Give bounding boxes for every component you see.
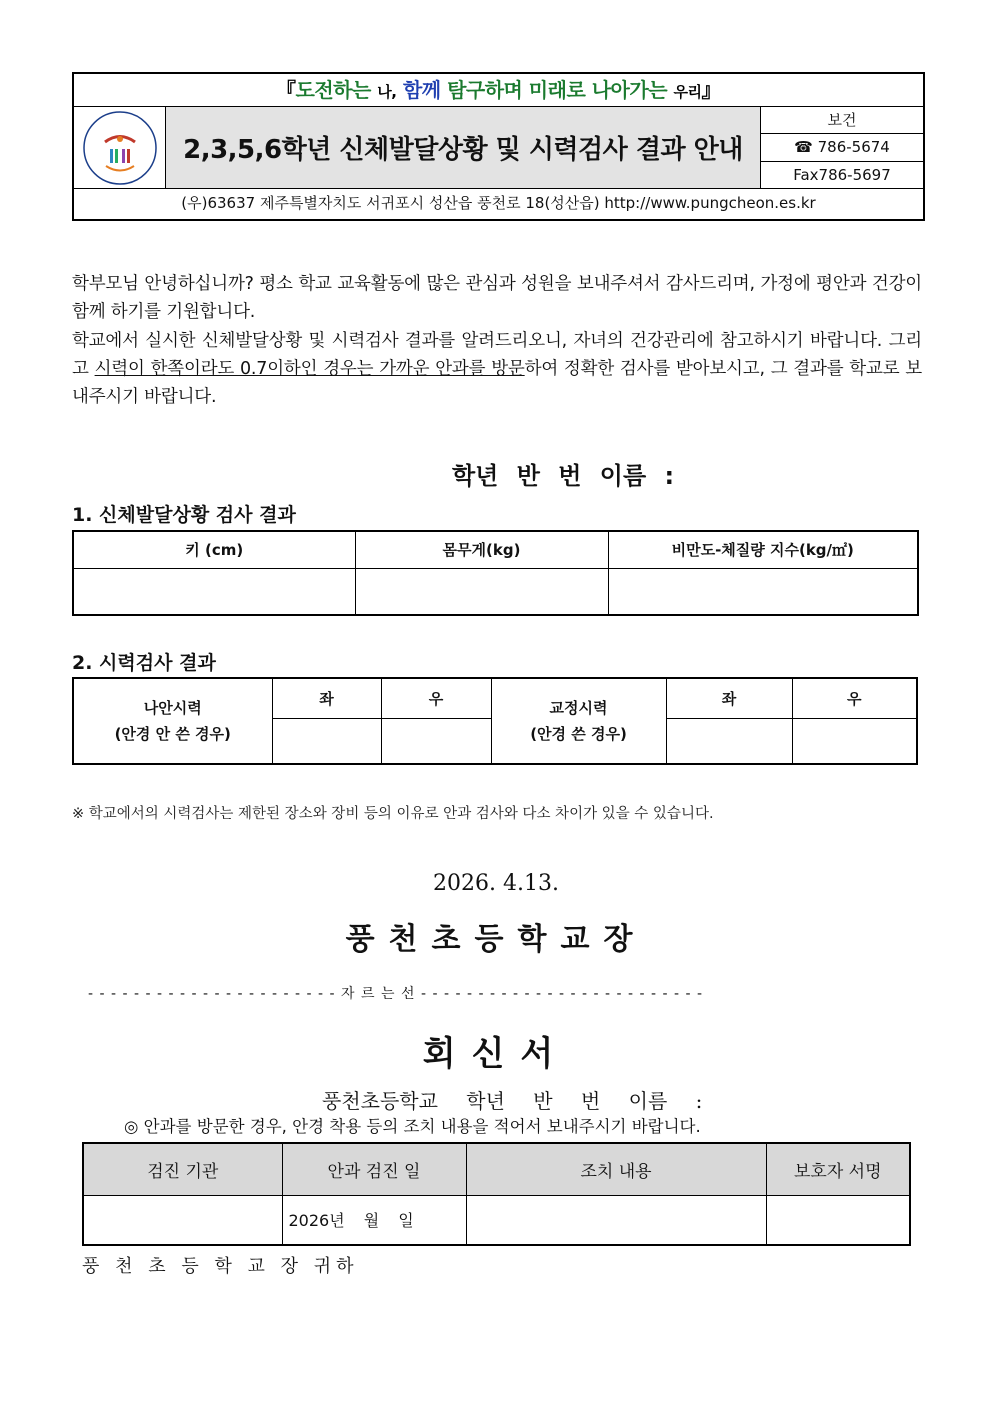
page-title: 2,3,5,6학년 신체발달상황 및 시력검사 결과 안내 xyxy=(166,107,761,188)
fax-number: Fax786-5697 xyxy=(793,165,891,184)
slogan-part5: 우리 xyxy=(673,83,702,101)
slogan-part1: 도전하는 xyxy=(295,78,371,102)
action-value[interactable] xyxy=(466,1195,766,1245)
reply-student-line: 풍천초등학교 학년 반 번 이름 : xyxy=(322,1089,703,1113)
corrected-left-value[interactable] xyxy=(666,718,792,764)
school-logo xyxy=(74,107,166,188)
naked-vision-title: 나안시력 xyxy=(143,699,202,717)
guardian-sign-header: 보호자 서명 xyxy=(766,1143,910,1195)
department: 보건 xyxy=(761,107,923,134)
section2-title: 2. 시력검사 결과 xyxy=(72,652,216,674)
school-address: (우)63637 제주특별자치도 서귀포시 성산읍 풍천로 18(성산읍) http://www.pungcheon.es.kr xyxy=(181,194,816,212)
height-value[interactable] xyxy=(73,568,355,615)
corrected-vision-title: 교정시력 xyxy=(549,699,608,717)
instruction-underlined: 시력이 한쪽이라도 0.7이하인 경우는 가까운 안과를 방문 xyxy=(94,359,525,379)
principal-signature: 풍천초등학교장 xyxy=(345,922,647,957)
exam-date-header: 안과 검진 일 xyxy=(282,1143,466,1195)
exam-date-value[interactable]: 2026년 월 일 xyxy=(282,1195,466,1245)
clinic-value[interactable] xyxy=(83,1195,282,1245)
body-measurement-table xyxy=(72,530,919,616)
weight-value[interactable] xyxy=(355,568,608,615)
naked-right-header: 우 xyxy=(381,678,491,718)
instruction-text-b: 하여 정확한 검사를 받아보시고, 그 결과를 학교로 보내주시기 바랍니다. xyxy=(72,359,922,407)
phone-number: ☎ 786-5674 xyxy=(761,134,923,161)
clinic-header: 검진 기관 xyxy=(83,1143,282,1195)
slogan-part4: 탐구하며 미래로 나아가는 xyxy=(447,78,668,102)
header-box xyxy=(72,72,925,221)
naked-right-value[interactable] xyxy=(381,718,491,764)
height-header: 키 (cm) xyxy=(73,531,355,568)
corrected-left-header: 좌 xyxy=(666,678,792,718)
guardian-sign-value[interactable] xyxy=(766,1195,910,1245)
school-emblem-icon xyxy=(80,109,160,187)
issue-date: 2026. 4.13. xyxy=(433,871,559,896)
action-header: 조치 내용 xyxy=(466,1143,766,1195)
naked-left-header: 좌 xyxy=(272,678,381,718)
instruction-paragraph xyxy=(72,327,922,411)
school-slogan xyxy=(74,74,923,107)
reply-table xyxy=(82,1142,911,1246)
corrected-vision-subtitle: (안경 쓴 경우) xyxy=(530,725,627,743)
slogan-part3: 함께 xyxy=(402,78,441,102)
footer-recipient: 풍 천 초 등 학 교 장 귀하 xyxy=(82,1256,359,1277)
slogan-open: 『 xyxy=(276,78,296,102)
bmi-header: 비만도-체질량 지수(kg/㎡) xyxy=(608,531,918,568)
corrected-right-value[interactable] xyxy=(792,718,917,764)
reply-note: ◎ 안과를 방문한 경우, 안경 착용 등의 조치 내용을 적어서 보내주시기 바랍니다. xyxy=(124,1117,701,1136)
bmi-value[interactable] xyxy=(608,568,918,615)
slogan-close: 』 xyxy=(701,78,721,102)
contact-info xyxy=(761,107,923,188)
instruction-text-a: 학교에서 실시한 신체발달상황 및 시력검사 결과를 알려드리오니, 자녀의 건강관리에 참고하시기 바랍니다. 그리고 xyxy=(72,331,922,379)
naked-vision-subtitle: (안경 안 쓴 경우) xyxy=(114,725,231,743)
vision-table xyxy=(72,677,918,765)
reply-title: 회신서 xyxy=(422,1034,570,1074)
weight-header: 몸무게(kg) xyxy=(355,531,608,568)
corrected-right-header: 우 xyxy=(792,678,917,718)
greeting-paragraph: 학부모님 안녕하십니까? 평소 학교 교육활동에 많은 관심과 성원을 보내주셔서 감사드리며, 가정에 평안과 건강이 함께 하기를 기원합니다. xyxy=(72,274,922,322)
naked-vision-label xyxy=(73,678,272,764)
corrected-vision-label xyxy=(491,678,666,764)
section1-title: 1. 신체발달상황 검사 결과 xyxy=(72,504,296,526)
vision-note: ※ 학교에서의 시력검사는 제한된 장소와 장비 등의 이유로 안과 검사와 다소 차이가 있을 수 있습니다. xyxy=(72,806,714,822)
naked-left-value[interactable] xyxy=(272,718,381,764)
cut-line: - - - - - - - - - - - - - - - - - - - - - - 자 르 는 선 - - - - - - - - - - - - - - - - - - - - - - - - - xyxy=(88,986,704,1002)
student-info-line: 학년 반 번 이름 : xyxy=(452,462,675,490)
slogan-part2: 나, xyxy=(377,83,397,101)
